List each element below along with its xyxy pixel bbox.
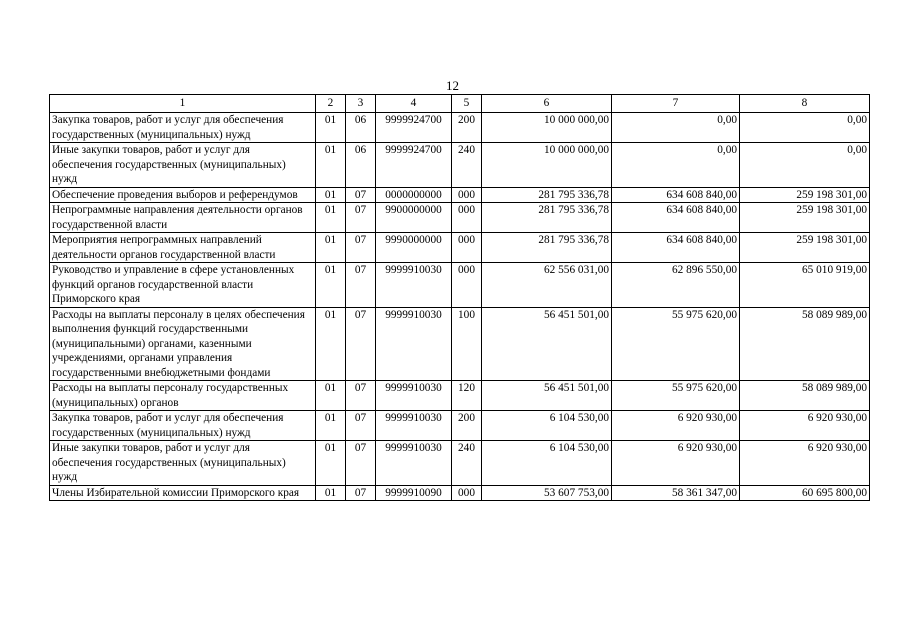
target-article-cell: 9999910090 <box>376 485 452 501</box>
amount-col8-cell: 6 920 930,00 <box>740 411 870 441</box>
section-code-cell: 01 <box>316 113 346 143</box>
section-code-cell: 01 <box>316 263 346 308</box>
table-row <box>50 233 870 263</box>
amount-col6-cell: 53 607 753,00 <box>482 485 612 501</box>
amount-col7-cell: 55 975 620,00 <box>612 381 740 411</box>
amount-col7-cell: 55 975 620,00 <box>612 307 740 381</box>
subsection-code-cell: 07 <box>346 263 376 308</box>
column-header: 1 <box>50 95 316 113</box>
amount-col6-cell: 281 795 336,78 <box>482 187 612 203</box>
row-name-cell: Обеспечение проведения выборов и референдумов <box>50 187 316 203</box>
table-row <box>50 203 870 233</box>
expense-type-cell: 000 <box>452 187 482 203</box>
row-name-cell: Закупка товаров, работ и услуг для обеспечения государственных (муниципальных) нужд <box>50 113 316 143</box>
header-row <box>50 95 870 113</box>
amount-col8-cell: 58 089 989,00 <box>740 381 870 411</box>
subsection-code-cell: 07 <box>346 411 376 441</box>
column-header: 7 <box>612 95 740 113</box>
amount-col7-cell: 0,00 <box>612 113 740 143</box>
expense-type-cell: 120 <box>452 381 482 411</box>
expense-type-cell: 000 <box>452 485 482 501</box>
amount-col8-cell: 6 920 930,00 <box>740 441 870 486</box>
row-name-cell: Расходы на выплаты персоналу в целях обеспечения выполнения функций государственными (муниципальными) органами, казенными учреждениями, органами управления государственными внебюджетными фондами <box>50 307 316 381</box>
section-code-cell: 01 <box>316 307 346 381</box>
expense-type-cell: 200 <box>452 411 482 441</box>
target-article-cell: 9999910030 <box>376 411 452 441</box>
subsection-code-cell: 07 <box>346 381 376 411</box>
amount-col6-cell: 281 795 336,78 <box>482 233 612 263</box>
amount-col8-cell: 259 198 301,00 <box>740 233 870 263</box>
section-code-cell: 01 <box>316 233 346 263</box>
section-code-cell: 01 <box>316 203 346 233</box>
target-article-cell: 9999924700 <box>376 143 452 188</box>
expense-type-cell: 200 <box>452 113 482 143</box>
target-article-cell: 9999910030 <box>376 381 452 411</box>
target-article-cell: 0000000000 <box>376 187 452 203</box>
subsection-code-cell: 07 <box>346 485 376 501</box>
expense-type-cell: 000 <box>452 263 482 308</box>
amount-col8-cell: 259 198 301,00 <box>740 203 870 233</box>
column-header: 8 <box>740 95 870 113</box>
expense-type-cell: 240 <box>452 143 482 188</box>
amount-col8-cell: 58 089 989,00 <box>740 307 870 381</box>
table-row <box>50 411 870 441</box>
subsection-code-cell: 06 <box>346 113 376 143</box>
table-row <box>50 187 870 203</box>
column-header: 2 <box>316 95 346 113</box>
section-code-cell: 01 <box>316 187 346 203</box>
expense-type-cell: 000 <box>452 233 482 263</box>
row-name-cell: Мероприятия непрограммных направлений деятельности органов государственной власти <box>50 233 316 263</box>
section-code-cell: 01 <box>316 381 346 411</box>
subsection-code-cell: 07 <box>346 187 376 203</box>
row-name-cell: Руководство и управление в сфере установленных функций органов государственной власти Приморского края <box>50 263 316 308</box>
amount-col6-cell: 56 451 501,00 <box>482 381 612 411</box>
expense-type-cell: 240 <box>452 441 482 486</box>
subsection-code-cell: 07 <box>346 441 376 486</box>
amount-col6-cell: 281 795 336,78 <box>482 203 612 233</box>
target-article-cell: 9999910030 <box>376 441 452 486</box>
budget-table <box>49 94 870 501</box>
amount-col6-cell: 56 451 501,00 <box>482 307 612 381</box>
row-name-cell: Иные закупки товаров, работ и услуг для обеспечения государственных (муниципальных) нужд <box>50 143 316 188</box>
table-row <box>50 113 870 143</box>
row-name-cell: Непрограммные направления деятельности органов государственной власти <box>50 203 316 233</box>
column-header: 3 <box>346 95 376 113</box>
amount-col8-cell: 0,00 <box>740 113 870 143</box>
column-header: 4 <box>376 95 452 113</box>
amount-col6-cell: 6 104 530,00 <box>482 441 612 486</box>
subsection-code-cell: 06 <box>346 143 376 188</box>
amount-col6-cell: 10 000 000,00 <box>482 113 612 143</box>
subsection-code-cell: 07 <box>346 203 376 233</box>
amount-col8-cell: 0,00 <box>740 143 870 188</box>
column-header: 5 <box>452 95 482 113</box>
target-article-cell: 9999910030 <box>376 307 452 381</box>
subsection-code-cell: 07 <box>346 233 376 263</box>
section-code-cell: 01 <box>316 411 346 441</box>
page-number: 12 <box>446 78 459 93</box>
target-article-cell: 9990000000 <box>376 233 452 263</box>
table-row <box>50 143 870 188</box>
amount-col8-cell: 60 695 800,00 <box>740 485 870 501</box>
amount-col7-cell: 62 896 550,00 <box>612 263 740 308</box>
table-row <box>50 441 870 486</box>
expense-type-cell: 100 <box>452 307 482 381</box>
section-code-cell: 01 <box>316 485 346 501</box>
row-name-cell: Закупка товаров, работ и услуг для обеспечения государственных (муниципальных) нужд <box>50 411 316 441</box>
target-article-cell: 9900000000 <box>376 203 452 233</box>
amount-col7-cell: 634 608 840,00 <box>612 187 740 203</box>
subsection-code-cell: 07 <box>346 307 376 381</box>
target-article-cell: 9999924700 <box>376 113 452 143</box>
row-name-cell: Иные закупки товаров, работ и услуг для обеспечения государственных (муниципальных) нужд <box>50 441 316 486</box>
amount-col6-cell: 62 556 031,00 <box>482 263 612 308</box>
amount-col7-cell: 58 361 347,00 <box>612 485 740 501</box>
amount-col6-cell: 10 000 000,00 <box>482 143 612 188</box>
section-code-cell: 01 <box>316 441 346 486</box>
amount-col7-cell: 634 608 840,00 <box>612 203 740 233</box>
amount-col6-cell: 6 104 530,00 <box>482 411 612 441</box>
table-row <box>50 307 870 381</box>
amount-col8-cell: 259 198 301,00 <box>740 187 870 203</box>
amount-col7-cell: 0,00 <box>612 143 740 188</box>
row-name-cell: Расходы на выплаты персоналу государственных (муниципальных) органов <box>50 381 316 411</box>
target-article-cell: 9999910030 <box>376 263 452 308</box>
amount-col8-cell: 65 010 919,00 <box>740 263 870 308</box>
table-row <box>50 263 870 308</box>
table-row <box>50 381 870 411</box>
expense-type-cell: 000 <box>452 203 482 233</box>
amount-col7-cell: 634 608 840,00 <box>612 233 740 263</box>
row-name-cell: Члены Избирательной комиссии Приморского края <box>50 485 316 501</box>
section-code-cell: 01 <box>316 143 346 188</box>
table-row <box>50 485 870 501</box>
amount-col7-cell: 6 920 930,00 <box>612 441 740 486</box>
column-header: 6 <box>482 95 612 113</box>
amount-col7-cell: 6 920 930,00 <box>612 411 740 441</box>
